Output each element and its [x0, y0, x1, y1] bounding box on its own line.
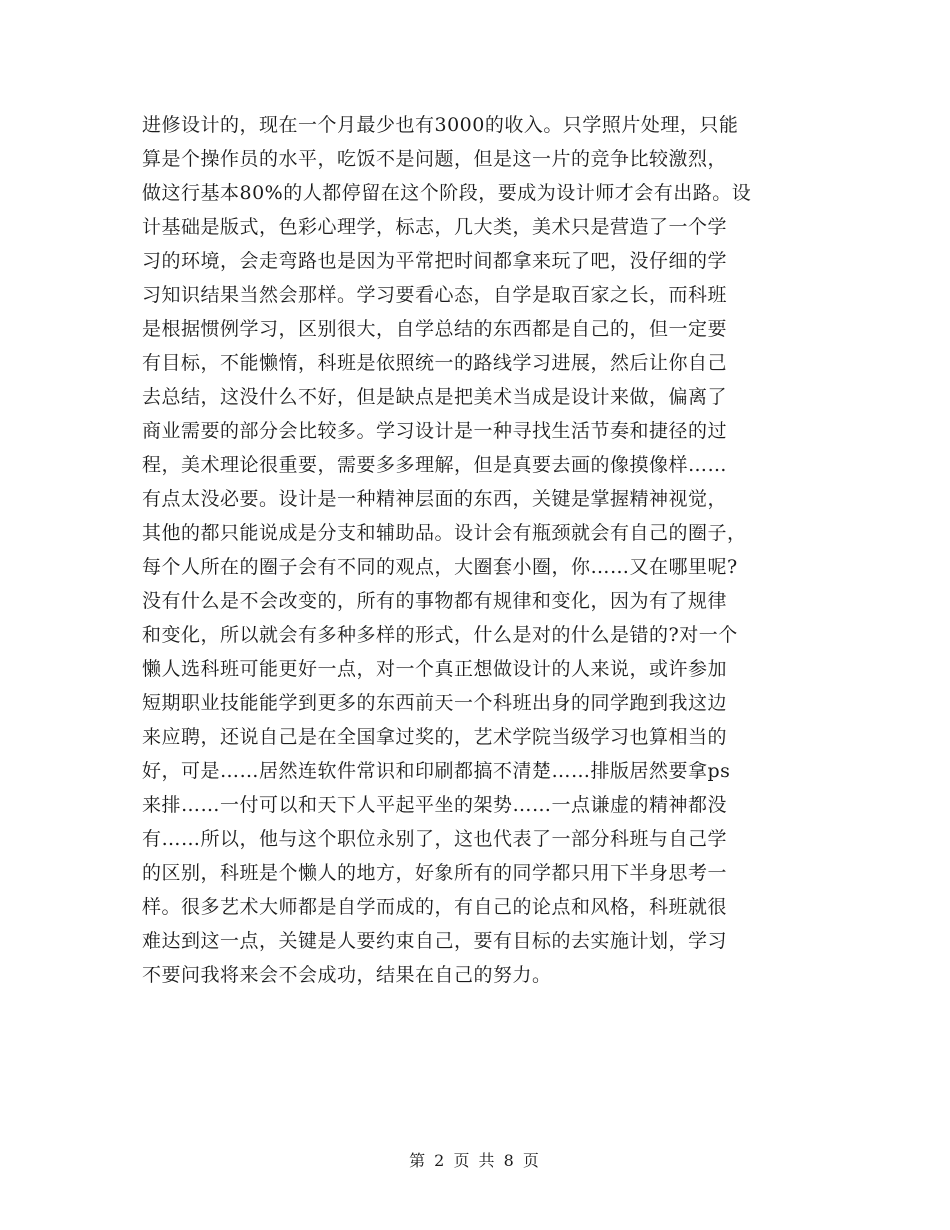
text-line: 和变化，所以就会有多种多样的形式，什么是对的什么是错的?对一个	[142, 624, 738, 646]
page-number: 第 2 页 共 8 页	[409, 1151, 541, 1170]
text-line: 懒人选科班可能更好一点，对一个真正想做设计的人来说，或许参加	[142, 658, 728, 680]
text-line: 难达到这一点，关键是人要约束自己，要有目标的去实施计划，学习	[142, 930, 728, 952]
text-line: 不要问我将来会不会成功，结果在自己的努力。	[142, 964, 552, 986]
text-line: 来应聘，还说自己是在全国拿过奖的，艺术学院当级学习也算相当的	[142, 726, 728, 748]
text-line: 来排……一付可以和天下人平起平坐的架势……一点谦虚的精神都没	[142, 794, 728, 816]
text-line: 样。很多艺术大师都是自学而成的，有自己的论点和风格，科班就很	[142, 896, 728, 918]
text-line: 计基础是版式，色彩心理学，标志，几大类，美术只是营造了一个学	[142, 216, 728, 238]
text-line: 做这行基本80%的人都停留在这个阶段，要成为设计师才会有出路。设	[142, 182, 752, 204]
text-line: 其他的都只能说成是分支和辅助品。设计会有瓶颈就会有自己的圈子，	[142, 522, 747, 544]
text-line: 去总结，这没什么不好，但是缺点是把美术当成是设计来做，偏离了	[142, 386, 728, 408]
text-line: 习知识结果当然会那样。学习要看心态，自学是取百家之长，而科班	[142, 284, 728, 306]
text-line: 没有什么是不会改变的，所有的事物都有规律和变化，因为有了规律	[142, 590, 728, 612]
text-line: 程，美术理论很重要，需要多多理解，但是真要去画的像摸像样……	[142, 454, 728, 476]
text-line: 商业需要的部分会比较多。学习设计是一种寻找生活节奏和捷径的过	[142, 420, 728, 442]
text-line: 是根据惯例学习，区别很大，自学总结的东西都是自己的，但一定要	[142, 318, 728, 340]
text-line: 有目标，不能懒惰，科班是依照统一的路线学习进展，然后让你自己	[142, 352, 728, 374]
body-text	[142, 108, 810, 992]
text-line: 有点太没必要。设计是一种精神层面的东西，关键是掌握精神视觉，	[142, 488, 728, 510]
text-line: 进修设计的，现在一个月最少也有3000的收入。只学照片处理，只能	[142, 114, 739, 136]
text-line: 习的环境，会走弯路也是因为平常把时间都拿来玩了吧，没仔细的学	[142, 250, 728, 272]
text-line: 有……所以，他与这个职位永别了，这也代表了一部分科班与自己学	[142, 828, 728, 850]
text-line: 短期职业技能能学到更多的东西前天一个科班出身的同学跑到我这边	[142, 692, 728, 714]
text-line: 的区别，科班是个懒人的地方，好象所有的同学都只用下半身思考一	[142, 862, 728, 884]
text-line: 算是个操作员的水平，吃饭不是问题，但是这一片的竞争比较激烈，	[142, 148, 728, 170]
text-line: 每个人所在的圈子会有不同的观点，大圈套小圈，你……又在哪里呢?	[142, 556, 738, 578]
text-line: 好，可是……居然连软件常识和印刷都搞不清楚……排版居然要拿ps	[142, 760, 731, 782]
